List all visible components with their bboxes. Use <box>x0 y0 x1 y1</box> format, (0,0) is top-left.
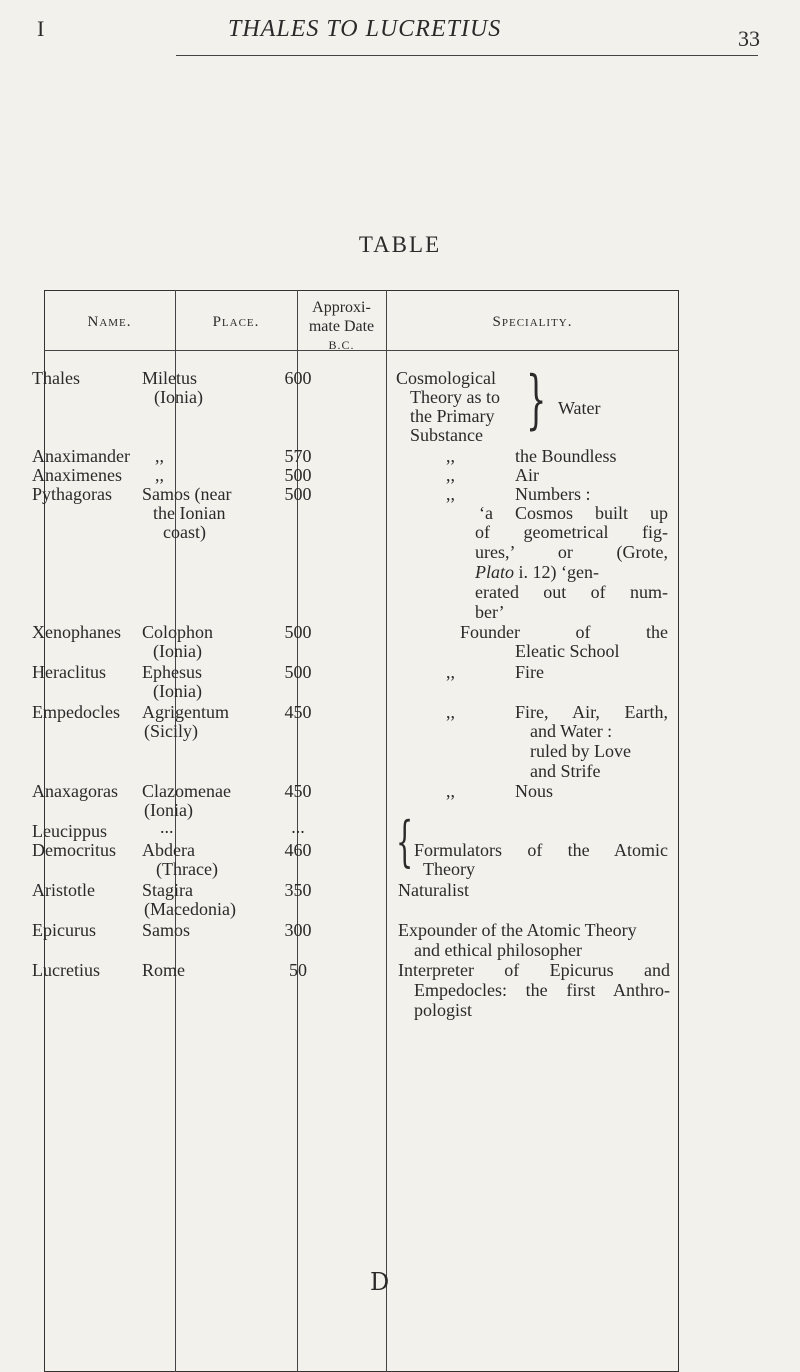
place-cell-region: (Ionia) <box>153 681 202 701</box>
date-cell: 570 <box>284 446 312 466</box>
speciality-ditto: ,, <box>446 484 455 504</box>
table-border-right <box>678 290 679 1372</box>
place-cell: Samos <box>142 920 191 940</box>
place-cell-region: (Ionia) <box>154 387 203 407</box>
column-header-place: Place. <box>212 314 260 330</box>
place-cell: Rome <box>142 960 185 980</box>
signature-mark: D <box>370 1268 390 1296</box>
column-header-date-line: mate Date <box>308 318 375 335</box>
name-cell: Anaximander <box>32 446 130 466</box>
name-cell: Epicurus <box>32 920 96 940</box>
place-cell-region: (Ionia) <box>153 641 202 661</box>
speciality-cell: Naturalist <box>398 880 469 900</box>
place-cell-region: (Macedonia) <box>144 899 236 919</box>
header-separator <box>44 350 175 351</box>
speciality-ditto: ,, <box>446 702 455 722</box>
name-cell: Democritus <box>32 840 116 860</box>
date-cell: 500 <box>284 622 312 642</box>
speciality-cell: the Boundless <box>515 446 617 466</box>
place-cell-region: (Ionia) <box>144 800 193 820</box>
header-separator <box>175 350 297 351</box>
date-cell: 50 <box>289 960 307 980</box>
speciality-line: erated out of num- <box>475 582 668 602</box>
date-cell: 450 <box>284 781 312 801</box>
place-cell: Colophon <box>142 622 214 642</box>
speciality-ditto: ,, <box>446 781 455 801</box>
name-cell: Pythagoras <box>32 484 112 504</box>
name-cell: Xenophanes <box>32 622 121 642</box>
speciality-line: Expounder of the Atomic Theory <box>398 920 637 940</box>
header-rule <box>176 55 758 56</box>
place-cell: Abdera <box>142 840 195 860</box>
italic-title: Plato <box>475 562 514 582</box>
speciality-line: Founder of the <box>460 622 668 642</box>
speciality-line: pologist <box>414 1000 473 1020</box>
speciality-line: and Water : <box>530 721 613 741</box>
speciality-ditto: ,, <box>446 662 455 682</box>
place-ditto: ,, <box>155 465 164 485</box>
place-ditto: ,, <box>155 446 164 466</box>
date-cell: 600 <box>284 368 312 388</box>
date-cell: 300 <box>284 920 312 940</box>
column-header-name: Name. <box>87 314 132 330</box>
date-cell: 350 <box>284 880 312 900</box>
column-divider-speciality <box>386 290 387 1372</box>
place-cell-region: (Thrace) <box>156 859 218 879</box>
date-cell: 460 <box>284 840 312 860</box>
place-cell-region: (Sicily) <box>144 721 198 741</box>
speciality-cell: Nous <box>515 781 554 801</box>
column-header-speciality: Speciality. <box>492 314 573 330</box>
speciality-line: of geometrical fig- <box>475 522 668 542</box>
place-cell: Stagira <box>142 880 193 900</box>
page-number: 33 <box>738 26 760 51</box>
place-cell: Samos (near <box>142 484 232 504</box>
speciality-line: ruled by Love <box>530 741 631 761</box>
column-header-date-unit: B.C. <box>328 338 355 352</box>
speciality-line: Fire, Air, Earth, <box>515 702 668 722</box>
chapter-number: I <box>37 16 45 41</box>
date-cell: 500 <box>284 662 312 682</box>
name-cell: Anaximenes <box>32 465 122 485</box>
date-cell: 500 <box>284 484 312 504</box>
speciality-line: ‘a Cosmos built up <box>479 503 668 523</box>
place-cell-region: the Ionian <box>153 503 226 523</box>
table-title: TABLE <box>358 232 442 257</box>
speciality-line: Cosmological <box>396 368 496 388</box>
speciality-cell: Numbers : <box>515 484 591 504</box>
column-header-date <box>297 298 386 355</box>
speciality-line: Empedocles: the first Anthro- <box>414 980 670 1000</box>
place-cell-empty: ... <box>160 817 174 837</box>
speciality-cell: Air <box>515 465 539 485</box>
column-divider-place <box>175 290 176 1372</box>
speciality-line: the Primary <box>410 406 495 426</box>
speciality-ditto: ,, <box>446 446 455 466</box>
name-cell: Lucretius <box>32 960 100 980</box>
speciality-line: Interpreter of Epicurus and <box>398 960 670 980</box>
speciality-cell: Fire <box>515 662 544 682</box>
opening-brace: { <box>396 810 414 873</box>
speciality-line: ber’ <box>475 602 505 622</box>
header-separator <box>386 350 679 351</box>
speciality-line: and ethical philosopher <box>414 940 582 960</box>
speciality-line: ures,’ or (Grote, <box>475 542 668 562</box>
name-cell: Aristotle <box>32 880 95 900</box>
speciality-line: Formulators of the Atomic <box>414 840 668 860</box>
running-title: THALES TO LUCRETIUS <box>228 16 502 42</box>
place-cell: Miletus <box>142 368 198 388</box>
date-cell-empty: ... <box>291 817 305 837</box>
name-cell: Leucippus <box>32 821 107 841</box>
speciality-line <box>475 562 668 582</box>
speciality-line: Substance <box>410 425 483 445</box>
name-cell: Empedocles <box>32 702 120 722</box>
closing-brace: } <box>526 363 547 437</box>
place-cell: Ephesus <box>142 662 202 682</box>
speciality-line-rest: i. 12) ‘gen- <box>514 562 599 582</box>
date-cell: 450 <box>284 702 312 722</box>
speciality-line: Theory as to <box>410 387 500 407</box>
name-cell: Heraclitus <box>32 662 106 682</box>
place-cell: Agrigentum <box>142 702 229 722</box>
place-cell-region: coast) <box>163 522 206 542</box>
speciality-water: Water <box>558 398 601 418</box>
speciality-ditto: ,, <box>446 465 455 485</box>
date-cell: 500 <box>284 465 312 485</box>
place-cell: Clazomenae <box>142 781 231 801</box>
column-header-date-line: Approxi- <box>312 299 371 316</box>
name-cell: Anaxagoras <box>32 781 118 801</box>
speciality-line: and Strife <box>530 761 601 781</box>
name-cell: Thales <box>32 368 80 388</box>
speciality-line: Eleatic School <box>515 641 620 661</box>
speciality-line: Theory <box>423 859 475 879</box>
table-border-top <box>44 290 679 291</box>
